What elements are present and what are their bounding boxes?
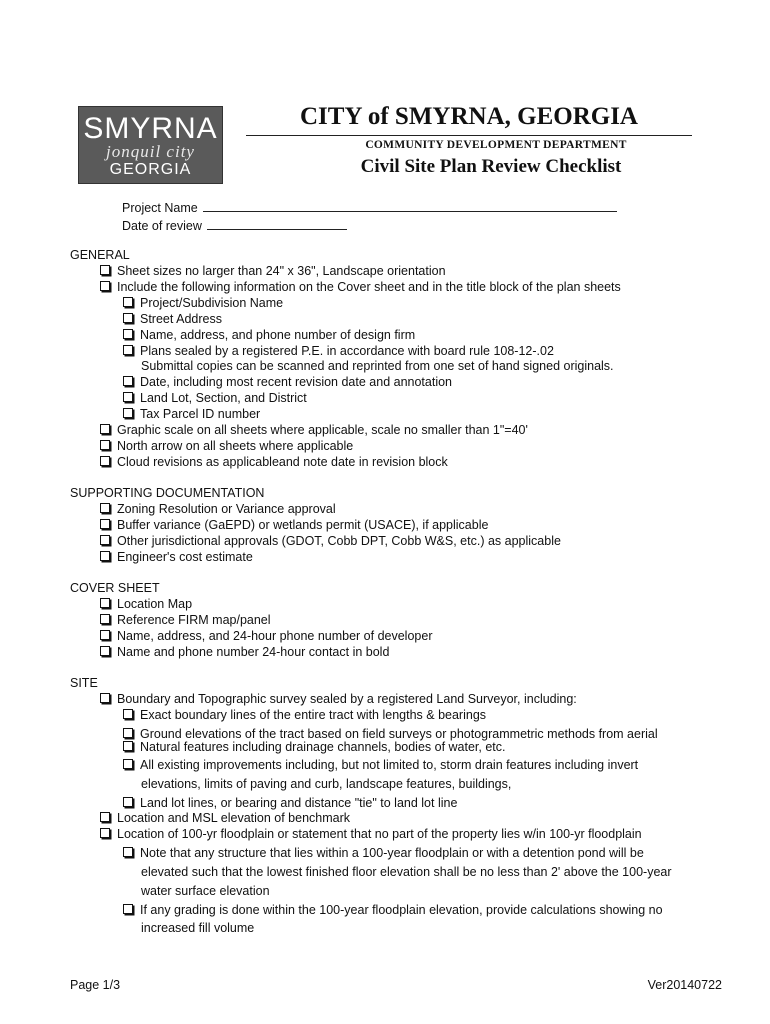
checklist-item[interactable]: Name and phone number 24-hour contact in bold [100, 645, 389, 660]
checkbox-icon[interactable] [100, 440, 110, 450]
checkbox-icon[interactable] [123, 297, 133, 307]
floodplain-note-continuation: elevated such that the lowest finished floor elevation shall be no less than 2' above the 100-year [141, 865, 672, 879]
date-of-review-field [122, 216, 347, 233]
checklist-subitem[interactable]: If any grading is done within the 100-year floodplain elevation, provide calculations showing no [123, 903, 663, 918]
checklist-subitem[interactable]: Name, address, and phone number of design firm [123, 328, 415, 343]
smyrna-logo [78, 106, 223, 184]
section-site-heading: SITE [70, 676, 98, 690]
checklist-subitem[interactable]: Natural features including drainage channels, bodies of water, etc. [123, 740, 506, 755]
checklist-item[interactable]: Include the following information on the Cover sheet and in the title block of the plan sheets [100, 280, 621, 295]
section-cover-heading: COVER SHEET [70, 581, 160, 595]
project-name-input-line[interactable] [203, 198, 617, 212]
checklist-subtitle: Civil Site Plan Review Checklist [360, 156, 622, 177]
project-name-label: Project Name [122, 201, 198, 215]
checkbox-icon[interactable] [123, 408, 133, 418]
checkbox-icon[interactable] [100, 456, 110, 466]
project-name-field [122, 198, 617, 215]
checkbox-icon[interactable] [123, 728, 133, 738]
checkbox-icon[interactable] [100, 265, 110, 275]
checklist-item[interactable]: Graphic scale on all sheets where applicable, scale no smaller than 1"=40' [100, 423, 528, 438]
title-divider [246, 135, 692, 136]
checklist-item[interactable]: Location of 100-yr floodplain or statement that no part of the property lies w/in 100-yr floodplain [100, 827, 642, 842]
floodplain-note-continuation: water surface elevation [141, 884, 270, 898]
logo-smyrna-text: SMYRNA [83, 112, 218, 145]
date-of-review-label: Date of review [122, 219, 202, 233]
checkbox-icon[interactable] [123, 345, 133, 355]
checkbox-icon[interactable] [100, 281, 110, 291]
date-of-review-input-line[interactable] [207, 216, 347, 230]
checklist-subitem[interactable]: Exact boundary lines of the entire tract with lengths & bearings [123, 708, 486, 723]
checkbox-icon[interactable] [123, 797, 133, 807]
checklist-item[interactable]: Name, address, and 24-hour phone number of developer [100, 629, 432, 644]
checklist-subitem[interactable]: Date, including most recent revision date and annotation [123, 375, 452, 390]
checklist-item[interactable]: Engineer's cost estimate [100, 550, 253, 565]
checkbox-icon[interactable] [100, 535, 110, 545]
checkbox-icon[interactable] [100, 519, 110, 529]
checkbox-icon[interactable] [100, 614, 110, 624]
checklist-item[interactable]: Cloud revisions as applicableand note date in revision block [100, 455, 448, 470]
grading-note-continuation: increased fill volume [141, 921, 255, 935]
checkbox-icon[interactable] [100, 424, 110, 434]
document-title: CITY of SMYRNA, GEORGIA [300, 103, 638, 130]
checklist-item[interactable]: Zoning Resolution or Variance approval [100, 502, 336, 517]
logo-georgia-text: GEORGIA [109, 161, 192, 178]
checkbox-icon[interactable] [100, 630, 110, 640]
checkbox-icon[interactable] [123, 392, 133, 402]
checklist-item[interactable]: Location Map [100, 597, 192, 612]
checklist-item[interactable]: Sheet sizes no larger than 24" x 36", Landscape orientation [100, 264, 446, 279]
improvements-continuation: elevations, limits of paving and curb, landscape features, buildings, [141, 777, 512, 791]
checkbox-icon[interactable] [123, 741, 133, 751]
checklist-item[interactable]: Other jurisdictional approvals (GDOT, Cobb DPT, Cobb W&S, etc.) as applicable [100, 534, 561, 549]
checkbox-icon[interactable] [123, 313, 133, 323]
checklist-subitem[interactable]: Plans sealed by a registered P.E. in accordance with board rule 108-12-.02 [123, 344, 554, 359]
department-name: COMMUNITY DEVELOPMENT DEPARTMENT [365, 139, 627, 151]
checkbox-icon[interactable] [123, 376, 133, 386]
checklist-subitem[interactable]: Street Address [123, 312, 222, 327]
logo-jonquil-text: jonquil city [106, 142, 195, 161]
checkbox-icon[interactable] [100, 551, 110, 561]
checklist-item[interactable]: Location and MSL elevation of benchmark [100, 811, 350, 826]
checkbox-icon[interactable] [123, 709, 133, 719]
checklist-subitem[interactable]: All existing improvements including, but not limited to, storm drain features including invert [123, 758, 638, 773]
checklist-item[interactable]: Boundary and Topographic survey sealed by a registered Land Surveyor, including: [100, 692, 577, 707]
checkbox-icon[interactable] [100, 812, 110, 822]
checkbox-icon[interactable] [123, 759, 133, 769]
checkbox-icon[interactable] [100, 693, 110, 703]
version-label: Ver20140722 [647, 978, 722, 992]
checklist-item[interactable]: Reference FIRM map/panel [100, 613, 271, 628]
checklist-subitem[interactable]: Land lot lines, or bearing and distance "tie" to land lot line [123, 796, 457, 811]
checkbox-icon[interactable] [100, 503, 110, 513]
page-number: Page 1/3 [70, 978, 121, 992]
checkbox-icon[interactable] [123, 329, 133, 339]
checklist-item[interactable]: North arrow on all sheets where applicable [100, 439, 353, 454]
checklist-item[interactable]: Buffer variance (GaEPD) or wetlands permit (USACE), if applicable [100, 518, 488, 533]
checklist-subitem[interactable]: Land Lot, Section, and District [123, 391, 307, 406]
checkbox-icon[interactable] [100, 598, 110, 608]
checkbox-icon[interactable] [100, 828, 110, 838]
section-supporting-heading: SUPPORTING DOCUMENTATION [70, 486, 265, 500]
section-general-heading: GENERAL [70, 248, 130, 262]
submittal-note: Submittal copies can be scanned and reprinted from one set of hand signed originals. [141, 359, 614, 373]
checkbox-icon[interactable] [123, 847, 133, 857]
checkbox-icon[interactable] [100, 646, 110, 656]
checklist-subitem[interactable]: Ground elevations of the tract based on field surveys or photogrammetric methods from aerial [123, 727, 658, 742]
checklist-subitem[interactable]: Tax Parcel ID number [123, 407, 260, 422]
checklist-subitem[interactable]: Project/Subdivision Name [123, 296, 283, 311]
checklist-subitem[interactable]: Note that any structure that lies within a 100-year floodplain or with a detention pond will be [123, 846, 644, 861]
checkbox-icon[interactable] [123, 904, 133, 914]
